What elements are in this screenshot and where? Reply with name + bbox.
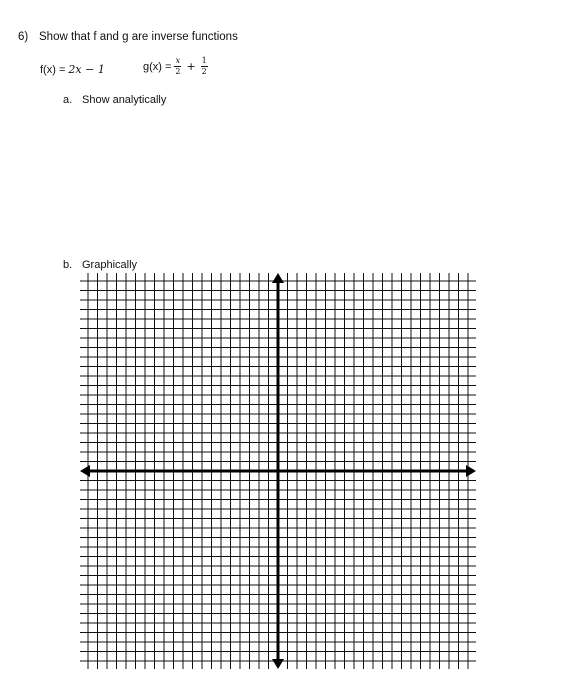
y-axis-down-arrow-icon [272, 659, 284, 669]
x-axis-left-arrow-icon [80, 465, 90, 477]
x-axis-right-arrow-icon [466, 465, 476, 477]
f-definition [40, 63, 105, 76]
g-frac1-denominator: 2 [175, 67, 181, 76]
g-plus-sign: + [186, 60, 196, 73]
part-a [63, 94, 166, 106]
f-label: f(x) = [40, 64, 69, 76]
g-fraction-x-over-2 [174, 57, 181, 76]
f-expression: 2x − 1 [68, 63, 105, 76]
part-a-label: a. [63, 94, 73, 106]
coordinate-grid [76, 268, 476, 670]
part-b-text: Graphically [82, 259, 138, 271]
g-frac2-denominator: 2 [201, 67, 207, 76]
question-text: Show that f and g are inverse functions [39, 31, 238, 43]
part-a-text: Show analytically [82, 94, 167, 106]
g-label: g(x) = [143, 60, 172, 73]
g-frac2-numerator: 1 [201, 56, 207, 65]
question-number: 6) [18, 31, 29, 43]
g-frac1-numerator: x [175, 56, 181, 65]
y-axis-up-arrow-icon [272, 273, 284, 283]
coordinate-grid-svg [76, 268, 476, 670]
g-definition [143, 57, 209, 76]
question-title [18, 31, 238, 43]
part-b-label: b. [63, 259, 73, 271]
g-fraction-1-over-2 [201, 57, 208, 76]
